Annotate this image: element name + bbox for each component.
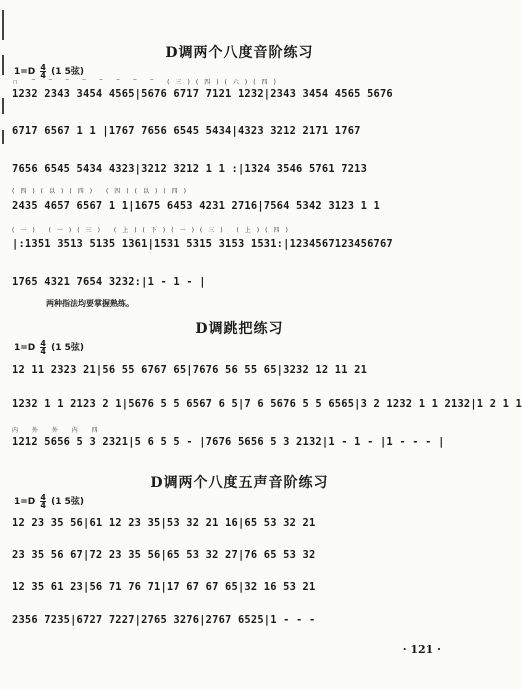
notation-row: 1232 1 1 2123 2 1|5676 5 5 6567 6 5|7 6 5676 5 5 6565|3 2 1232 1 1 2132|1 2 1 1 [12,398,522,410]
string-indication: (1 5弦) [51,497,85,507]
notation-row: |:1351 3513 5135 1361|1531 5315 3153 1531:|1234567123456767 [12,238,393,250]
instruction-note: 两种指法均要掌握熟练。 [46,299,134,308]
binding-mark [2,10,4,40]
string-indication: (1 5弦) [51,67,85,77]
notation-row: 12 35 61 23|56 71 76 71|17 67 67 65|32 16 53 21 [12,581,316,593]
key-signature [14,494,84,509]
time-denominator: 4 [40,347,46,356]
notation-row: 1765 4321 7654 3232:|1 - 1 - | [12,276,206,288]
notation-row: 1212 5656 5 3 2321|5 6 5 5 - |7676 5656 5 3 2132|1 - 1 - |1 - - - | [12,436,445,448]
time-denominator: 4 [40,71,46,80]
time-numerator: 4 [40,339,46,348]
binding-mark [2,98,4,114]
key-label: 1=D [14,343,36,353]
notation-row: 2435 4657 6567 1 1|1675 6453 4231 2716|7564 5342 3123 1 1 [12,200,380,212]
notation-row: 23 35 56 67|72 23 35 56|65 53 32 27|76 65 53 32 [12,549,316,561]
time-numerator: 4 [40,63,46,72]
key-label: 1=D [14,497,36,507]
ornament-row: (一) (一)(三) (上)(下)(一)(三) (上)(四) [12,227,294,234]
section-title: D调两个八度音阶练习 [165,45,314,61]
time-signature [40,340,46,355]
notation-row: 12 23 35 56|61 12 23 35|53 32 21 16|65 53 32 21 [12,517,316,529]
notation-row: 6717 6567 1 1 |1767 7656 6545 5434|4323 3212 2171 1767 [12,125,361,137]
notation-row: 7656 6545 5434 4323|3212 3212 1 1 :|1324 3546 5761 7213 [12,163,368,175]
ornament-row: ㄇ ‾ ‾ ‾ ‾ ‾ ‾ ‾ ‾ (三)(四)(六)(四) [12,79,282,86]
page-number: · 121 · [402,643,441,656]
section-title: D调两个八度五声音阶练习 [150,475,329,491]
key-signature [14,340,84,355]
ornament-row: 内 外 外 内 四 [12,427,104,434]
section-title: D调跳把练习 [195,321,284,337]
notation-row: 1232 2343 3454 4565|5676 6717 7121 1232|2343 3454 4565 5676 [12,88,393,100]
string-indication: (1 5弦) [51,343,85,353]
notation-row: 2356 7235|6727 7227|2765 3276|2767 6525|1 - - - [12,614,316,626]
key-label: 1=D [14,67,36,77]
ornament-row: (四)(以)(四) (四)(以)(四) [12,188,192,195]
time-numerator: 4 [40,493,46,502]
notation-row: 12 11 2323 21|56 55 6767 65|7676 56 55 65|3232 12 11 21 [12,364,368,376]
binding-mark [2,130,4,144]
time-denominator: 4 [40,501,46,510]
time-signature [40,494,46,509]
